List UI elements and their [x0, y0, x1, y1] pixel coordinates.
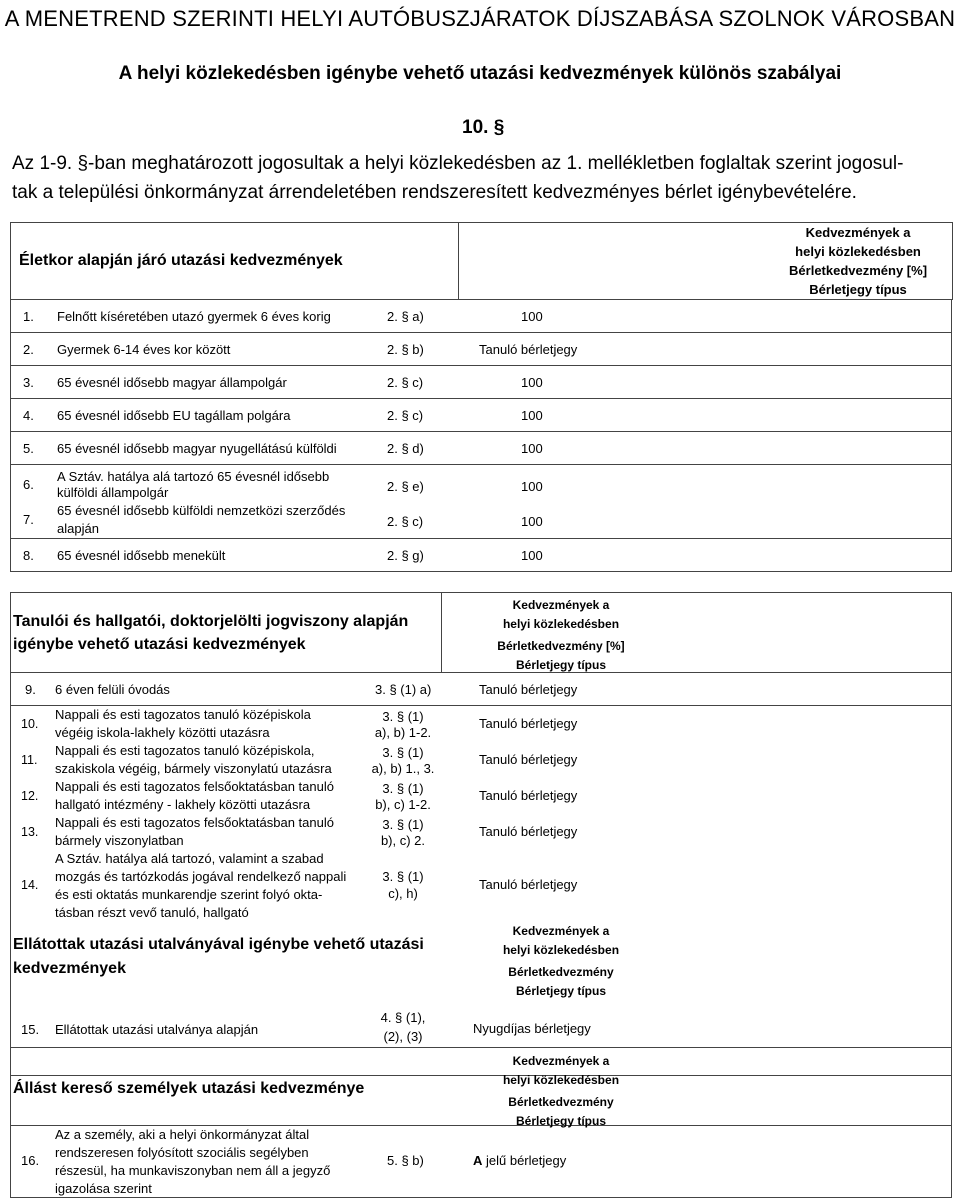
table-header: Kedvezmények a helyi közlekedésben Bérletkedvezmény [%] Bérletjegy típus	[459, 223, 953, 300]
table-row: 15. Ellátottak utazási utalványa alapján 4. § (1), (2), (3) Nyugdíjas bérletjegy	[21, 1010, 591, 1044]
table-header: Tanulói és hallgatói, doktorjelölti jogviszony alapján igénybe vehető utazási kedvezmények Kedvezmények a helyi közlekedésben Bérletkedvezmény [%] Bérletjegy típus	[11, 593, 951, 673]
table-row: 11. Nappali és esti tagozatos tanuló középiskola, szakiskola végéig, bármely viszonylatú utazásra 3. § (1) a), b) 1., 3. Tanuló bérletjegy	[21, 743, 578, 776]
table-row: 1. Felnőtt kíséretében utazó gyermek 6 éves korig 2. § a) 100	[11, 300, 951, 333]
age-based-discounts-table	[10, 222, 953, 300]
table-row: 3. 65 évesnél idősebb magyar állampolgár 2. § c) 100	[11, 366, 951, 399]
table-row: 5. 65 évesnél idősebb magyar nyugellátású külföldi 2. § d) 100	[11, 432, 951, 465]
table-header: Kedvezmények a helyi közlekedésben Bérletkedvezmény Bérletjegy típus	[502, 924, 620, 998]
table-row: 2. Gyermek 6-14 éves kor között 2. § b) Tanuló bérletjegy	[11, 333, 951, 366]
table-row: 14. A Sztáv. hatálya alá tartozó, valamint a szabad mozgás és tartózkodás jogával rendelkező nappali és esti oktatás munkarendje szerint folyó okta- tásban részt vevő tanuló, hallgató 3. § (1) c), h) Tanuló bérletjegy	[21, 851, 578, 920]
table1-body	[10, 299, 952, 572]
table-row: 6. A Sztáv. hatálya alá tartozó 65 évesnél idősebb külföldi állampolgár 2. § e) 100 7. 65 évesnél idősebb külföldi nemzetközi szerződés alapján 2. § c) 100	[11, 465, 951, 539]
table-row: 16. Az a személy, aki a helyi önkormányzat által rendszeresen folyósított szociális segélyben részesül, ha munkaviszonyban nem áll a jegyző igazolása szerint 5. § b) A jelű bérletjegy	[21, 1127, 567, 1196]
intro-line: tak a települési önkormányzat árrendeletében rendszeresített kedvezményes bérlet igénybevételére.	[12, 182, 857, 203]
table-row: 8. 65 évesnél idősebb menekült 2. § g) 100	[23, 548, 543, 563]
table-row: 10. Nappali és esti tagozatos tanuló középiskola végéig iskola-lakhely közötti utazásra 3. § (1) a), b) 1-2. Tanuló bérletjegy	[21, 707, 578, 740]
table-row: 4. 65 évesnél idősebb EU tagállam polgára 2. § c) 100	[11, 399, 951, 432]
table-header: Állást kereső személyek utazási kedvezménye Kedvezmények a helyi közlekedésben Bérletkedvezmény Bérletjegy típus	[11, 1048, 951, 1126]
intro-line: Az 1-9. §-ban meghatározott jogosultak a helyi közlekedésben az 1. mellékletben foglaltak szerint jogosul-	[12, 153, 904, 174]
document-subtitle: A helyi közlekedésben igénybe vehető utazási kedvezmények különös szabályai	[118, 63, 842, 84]
table-row: 9. 6 éven felüli óvodás 3. § (1) a) Tanuló bérletjegy	[11, 673, 951, 706]
table-row: 13. Nappali és esti tagozatos felsőoktatásban tanuló bármely viszonylatban 3. § (1) b), c) 2. Tanuló bérletjegy	[21, 815, 578, 848]
document-title: A MENETREND SZERINTI HELYI AUTÓBUSZJÁRATOK DÍJSZABÁSA SZOLNOK VÁROSBAN	[4, 6, 956, 31]
jobseeker-discounts-table	[10, 1047, 952, 1198]
voucher-discounts-section: Ellátottak utazási utalványával igénybe vehető utazási kedvezmények Kedvezmények a helyi közlekedésben Bérletkedvezmény Bérletjegy típus 15. Ellátottak utazási utalványa alapján 4. § (1), (2), (3) Nyugdíjas bérletjegy	[11, 922, 951, 1075]
ticket-type: jelű bérletjegy	[482, 1153, 567, 1168]
section-number: 10. §	[462, 117, 505, 138]
table-row: 12. Nappali és esti tagozatos felsőoktatásban tanuló hallgató intézmény - lakhely közötti utazásra 3. § (1) b), c) 1-2. Tanuló bérletjegy	[21, 779, 578, 812]
table-title: Életkor alapján járó utazási kedvezmények	[11, 223, 459, 300]
ticket-letter: A	[473, 1153, 483, 1168]
student-discounts-table	[10, 592, 952, 1076]
